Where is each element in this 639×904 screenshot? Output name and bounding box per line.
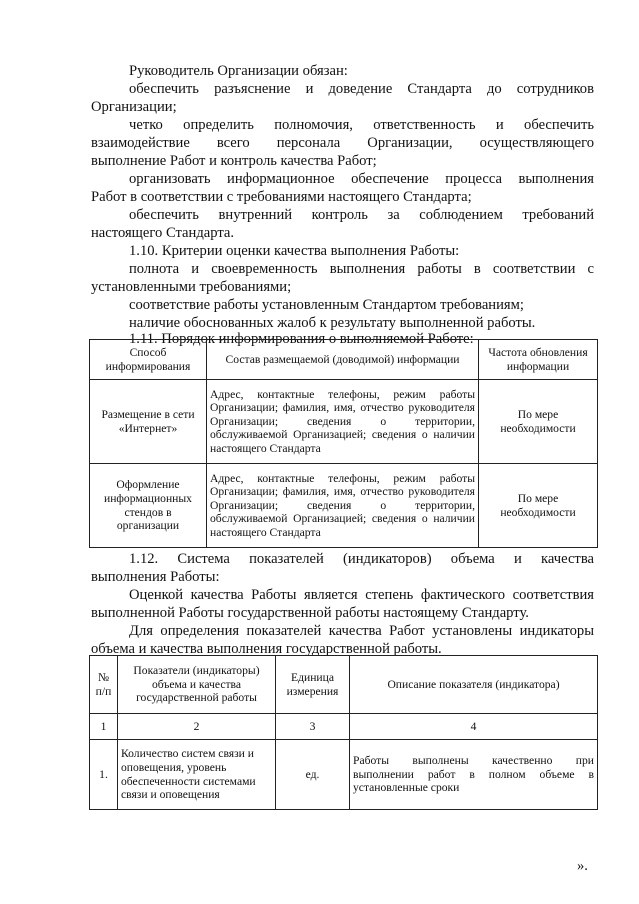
intro-p3: четко определить полномочия, ответственность и обеспечить взаимодействие всего персонала Организации, осуществляющего выполнение Работ и контроль качества Работ; <box>91 117 594 169</box>
table-row <box>90 464 598 548</box>
criteria-heading: 1.10. Критерии оценки качества выполнения Работы: <box>129 243 460 259</box>
info-table-header <box>90 340 598 380</box>
header-content: Состав размещаемой (доводимой) информации <box>207 340 479 380</box>
intro-p4: организовать информационное обеспечение процесса выполнения Работ в соответствии с требованиями настоящего Стандарта; <box>91 171 594 205</box>
indicators-p1: Оценкой качества Работы является степень фактического соответствия выполненной Работы государственной работы настоящему Стандарту. <box>91 587 594 621</box>
table-row <box>90 740 598 810</box>
indicators-p2: Для определения показателей качества Работ установлены индикаторы объема и качества выполнения государственной работы. <box>91 623 594 657</box>
row-content: Адрес, контактные телефоны, режим работы Организации; фамилия, имя, отчество руководителя Организации; сведения о территории, обслуживаемой Организацией; сведения о наличии настоящего Стандарта <box>207 464 479 548</box>
criteria-item-3: наличие обоснованных жалоб к результату выполненной работы. <box>129 315 536 331</box>
row-content: Адрес, контактные телефоны, режим работы Организации; фамилия, имя, отчество руководителя Организации; сведения о территории, обслуживаемой Организацией; сведения о наличии настоящего Стандарта <box>207 380 479 464</box>
header-frequency: Частота обновления информации <box>479 340 598 380</box>
row-description: Работы выполнены качественно при выполнении работ в полном объеме в установленные сроки <box>350 740 598 810</box>
row-number: 1. <box>90 740 118 810</box>
info-heading: 1.11. Порядок информирования о выполняемой Работе: <box>129 331 474 347</box>
indicators-table-header <box>90 656 598 714</box>
header-description: Описание показателя (индикатора) <box>350 656 598 714</box>
closing-quote-mark: ». <box>577 858 588 874</box>
intro-p5: обеспечить внутренний контроль за соблюдением требований настоящего Стандарта. <box>91 207 594 241</box>
col-number: 2 <box>118 714 276 740</box>
table-row <box>90 380 598 464</box>
col-number: 4 <box>350 714 598 740</box>
criteria-item-1: полнота и своевременность выполнения работы в соответствии с установленными требованиями; <box>91 261 594 295</box>
header-unit: Единица измерения <box>276 656 350 714</box>
indicators-heading: 1.12. Система показателей (индикаторов) объема и качества выполнения Работы: <box>91 551 594 585</box>
col-number: 1 <box>90 714 118 740</box>
row-frequency: По мере необходимости <box>479 380 598 464</box>
criteria-item-2: соответствие работы установленным Стандартом требованиям; <box>129 297 524 313</box>
col-number: 3 <box>276 714 350 740</box>
row-method: Размещение в сети «Интернет» <box>90 380 207 464</box>
row-indicator: Количество систем связи и оповещения, уровень обеспеченности системами связи и оповещения <box>118 740 276 810</box>
intro-p2: обеспечить разъяснение и доведение Стандарта до сотрудников Организации; <box>91 81 594 115</box>
row-unit: ед. <box>276 740 350 810</box>
header-number: № п/п <box>90 656 118 714</box>
row-frequency: По мере необходимости <box>479 464 598 548</box>
header-method: Способ информирования <box>90 340 207 380</box>
indicators-table <box>89 655 598 810</box>
info-table <box>89 339 598 548</box>
indicators-numbering-row <box>90 714 598 740</box>
intro-p1: Руководитель Организации обязан: <box>129 63 348 79</box>
row-method: Оформление информационных стендов в организации <box>90 464 207 548</box>
header-indicator: Показатели (индикаторы) объема и качества государственной работы <box>118 656 276 714</box>
